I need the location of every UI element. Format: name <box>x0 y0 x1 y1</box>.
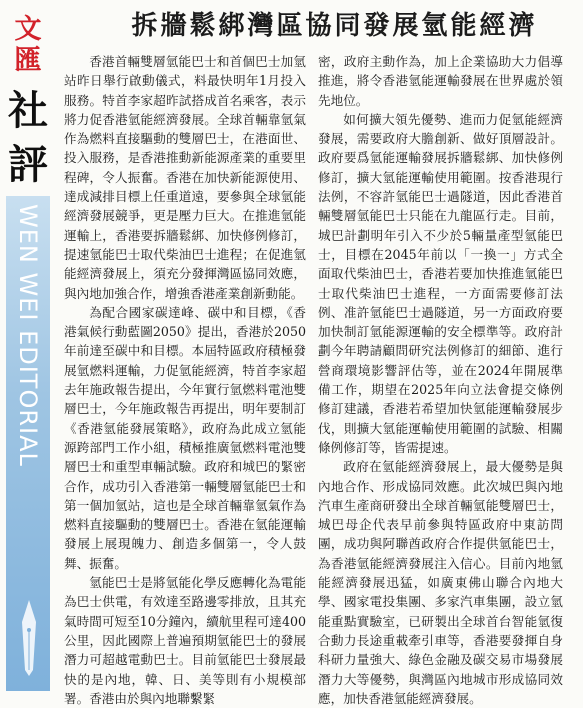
paragraph: 為配合國家碳達峰、碳中和目標，《香港氣候行動藍圖2050》提出，香港於2050年前達至碳中和目標。本屆特區政府積極發展氫燃料運輸，力促氫能經濟，特首李家超去年施政報告提出，今年實行氫燃料電池雙層巴士，今年施政報告再提出，明年要制訂《香港氫能發展策略》，政府為此成立氫能源跨部門工作小組，積極推廣氫燃料電池雙層巴士和重型車輛試驗。政府和城巴的緊密合作，成功引入香港第一輛雙層氫能巴士和第一個加氫站，這也是全球首輛靠氫氣作為燃料直接驅動的雙層巴士。香港在氫能運輸發展上展現魄力、創造多個第一，令人鼓舞、振奮。 <box>64 304 306 571</box>
wen-hui-logo: 文匯 <box>14 14 42 76</box>
editorial-english-label: WEN WEI EDITORIAL <box>14 204 42 467</box>
paragraph: 氫能巴士是將氫能化學反應轉化為電能為巴士供電，有效達至路邊零排放，且其充氣時間可短至10分鐘內，續航里程可達400公里，因此國際上普遍預期氫能巴士的發展潛力可超越電動巴士。目前氫能巴士發展最快的是內地，韓、日、美等則有小規模部署。香港由於與內地聯繫緊 <box>64 575 306 706</box>
article-column-left <box>64 52 306 706</box>
article-column-right <box>318 52 563 706</box>
fountain-pen-icon <box>20 600 38 676</box>
article-title: 拆牆鬆綁灣區協同發展氫能經濟 <box>131 11 538 41</box>
she-ping-heading: 社評 <box>8 87 48 188</box>
paragraph: 如何擴大領先優勢、進而力促氫能經濟發展，需要政府大膽創新、做好頂層設計。政府要爲氫能運輸發展拆牆鬆綁、加快修例修訂，擴大氫能運輸使用範圍。按香港現行法例，不容許氫能巴士過隧道，因此香港首輛雙層氫能巴士只能在九龍區行走。目前，城巴計劃明年引入不少於5輛量產型氫能巴士，目標在2045年前以「一換一」方式全面取代柴油巴士，香港若要加快推進氫能巴士取代柴油巴士進程，一方面需要修訂法例、准許氫能巴士過隧道，另一方面政府要加快制訂氫能源運輸的安全標準等。政府計劃今年聘請顧問研究法例修訂的細節、進行營商環境影響評估等，並在2024年開展準備工作，期望在2025年向立法會提交條例修訂建議，香港若希望加快氫能運輸發展步伐，則擴大氫能運輸使用範圍的試驗、相關條例修訂等，皆需提速。 <box>318 111 563 455</box>
paragraph: 香港首輛雙層氫能巴士和首個巴士加氫站昨日舉行啟動儀式，料最快明年1月投入服務。特首李家超昨試搭成首名乘客，表示將力促香港氫能經濟發展。全球首輛靠氫氣作為燃料直接驅動的雙層巴士，在港面世、投入服務，是香港推動新能源產業的重要里程碑，令人振奮。香港在加快新能源使用、達成減排目標上任重道遠，要參與全球氫能經濟發展競爭，更是壓力巨大。在推進氫能運輸上，香港要拆牆鬆綁、加快修例修訂，提速氫能巴士取代柴油巴士進程；在促進氫能經濟發展上，須充分發揮灣區協同效應，與內地加強合作，增強香港產業創新動能。 <box>64 54 306 301</box>
masthead-column <box>0 0 58 697</box>
paragraph: 政府在氫能經濟發展上，最大優勢是與內地合作、形成協同效應。此次城巴與內地汽車生產商研發出全球首輛氫能雙層巴士，城巴母企代表早前參與特區政府中東訪問團，成功與阿聯酋政府合作提供氫能巴士，為香港氫能經濟發展注入信心。目前內地氫能經濟發展迅猛，如廣東佛山聯合內地大學、國家電投集團、多家汽車集團，設立氫能重點實驗室，已研製出全球首台智能氫復合動力長途重載牽引車等，香港要發揮自身科研力量強大、綠色金融及碳交易市場發展潛力大等優勢，與灣區內地城市形成協同效應，加快香港氫能經濟發展。 <box>318 459 563 706</box>
paragraph: 密，政府主動作為，加上企業協助大力倡導推進，將令香港氫能運輸發展在世界處於領先地位。 <box>318 54 563 108</box>
